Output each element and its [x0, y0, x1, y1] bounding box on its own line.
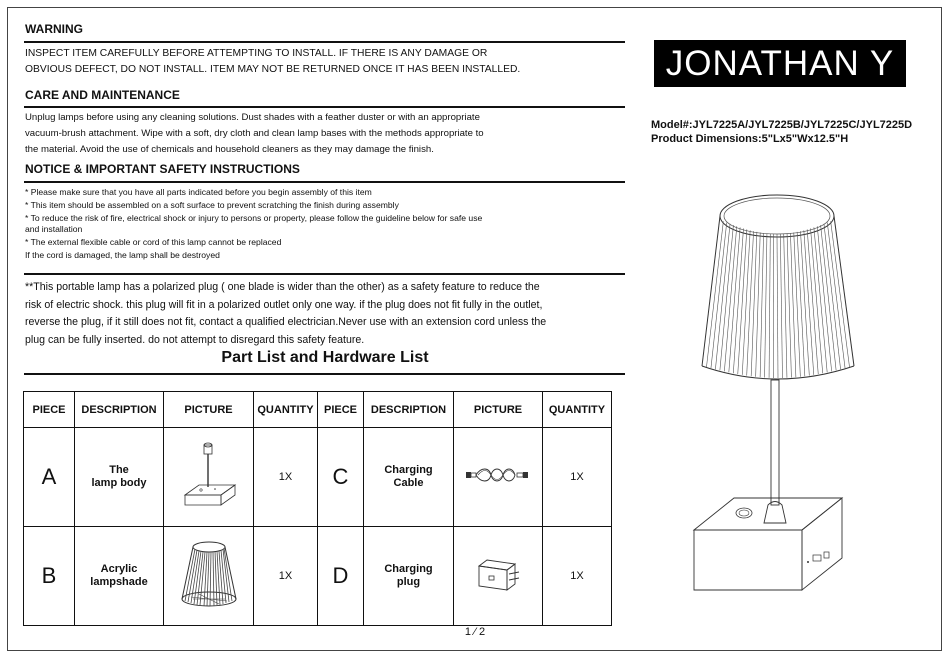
care-line: the material. Avoid the use of chemicals and household cleaners as they may damage the finish. [25, 144, 434, 155]
care-text [25, 110, 484, 158]
col-header: PICTURE [164, 392, 254, 428]
shade-pleat-line [800, 231, 809, 375]
charging-cable-icon [465, 465, 531, 485]
piece-picture [454, 527, 543, 626]
notice-line: * To reduce the risk of fire, electrical shock or injury to persons or property, please follow the guideline below for safe use [25, 213, 483, 223]
description-line: lampshade [90, 576, 148, 588]
notice-text [25, 186, 482, 262]
notice-line: If the cord is damaged, the lamp shall be destroyed [25, 250, 220, 260]
piece-picture [454, 428, 543, 527]
shade-pleat-line [706, 221, 723, 367]
description-line: Cable [393, 477, 424, 489]
lamp-illustration [680, 180, 880, 600]
notice-line: * The external flexible cable or cord of this lamp cannot be replaced [25, 237, 282, 247]
plug-line: plug can be fully inserted. do not attempt to disregard this safety feature. [25, 333, 365, 346]
parts-title-divider [24, 373, 625, 375]
piece-letter: C [318, 428, 364, 527]
piece-quantity: 1X [543, 428, 612, 527]
plug-line: risk of electric shock. this plug will fit in a polarized outlet only one way. if the plug does not fit fully in the outlet, [25, 298, 543, 311]
piece-description [75, 428, 164, 527]
lampshade-icon [179, 539, 239, 609]
warning-divider [24, 41, 625, 43]
description-line: The [109, 464, 129, 476]
description-line: Charging [384, 464, 433, 476]
model-number: Model#:JYL7225A/JYL7225B/JYL7225C/JYL7225D [651, 119, 913, 131]
notice-line: and installation [25, 224, 83, 234]
shade-pleat-line [765, 233, 767, 377]
col-header: PIECE [318, 392, 364, 428]
shade-pleat-line [784, 234, 787, 378]
plug-divider [24, 273, 625, 275]
shade-pleat-line [751, 232, 757, 376]
shade-pleat-line [760, 233, 763, 377]
piece-quantity: 1X [543, 527, 612, 626]
piece-description [364, 428, 454, 527]
plug-notice [25, 279, 546, 349]
care-line: vacuum-brush attachment. Wipe with a soft, dry cloth and clean lamp bases with the methods appropriate to [25, 128, 484, 139]
piece-letter: D [318, 527, 364, 626]
description-line: Acrylic [100, 563, 138, 575]
parts-table [23, 391, 612, 626]
piece-quantity: 1X [254, 527, 318, 626]
page-number: 1 ⁄ 2 [464, 626, 486, 638]
shade-pleat-line [797, 232, 805, 376]
col-header: PIECE [24, 392, 75, 428]
description-line: plug [396, 576, 421, 588]
piece-letter: B [24, 527, 75, 626]
plug-line: **This portable lamp has a polarized plug ( one blade is wider than the other) as a safety feature to reduce the [25, 281, 540, 293]
shade-pleat-line [742, 230, 750, 375]
care-divider [24, 106, 625, 108]
shade-pleat-line [827, 223, 845, 369]
lamp-body-icon [181, 439, 237, 511]
shade-pleat-line [787, 233, 791, 377]
table-row [24, 527, 612, 626]
col-header: QUANTITY [254, 392, 318, 428]
shade-pleat-line [738, 229, 747, 374]
warning-line: OBVIOUS DEFECT, DO NOT INSTALL. ITEM MAY NOT BE RETURNED ONCE IT HAS BEEN INSTALLED. [25, 63, 521, 75]
shade-pleat-line [720, 225, 734, 370]
description-line: lamp body [91, 477, 147, 489]
warning-line: INSPECT ITEM CAREFULLY BEFORE ATTEMPTING TO INSTALL. IF THERE IS ANY DAMAGE OR [25, 48, 488, 59]
notice-heading: NOTICE & IMPORTANT SAFETY INSTRUCTIONS [25, 162, 300, 176]
col-header: QUANTITY [543, 392, 612, 428]
table-header-row [24, 392, 612, 428]
piece-picture [164, 527, 254, 626]
brand-logo: JONATHAN Y [654, 40, 906, 87]
piece-quantity: 1X [254, 428, 318, 527]
piece-description [364, 527, 454, 626]
notice-line: * Please make sure that you have all parts indicated before you begin assembly of this item [25, 187, 372, 197]
shade-pleat-line [711, 223, 727, 369]
shade-pleat-line [777, 234, 778, 378]
care-line: Unplug lamps before using any cleaning solutions. Dust shades with a feather duster or with an appropriate [25, 112, 480, 123]
product-dimensions: Product Dimensions:5"Lx5"Wx12.5"H [651, 133, 849, 145]
col-header: PICTURE [454, 392, 543, 428]
parts-title: Part List and Hardware List [221, 349, 429, 366]
warning-heading: WARNING [25, 22, 83, 36]
care-heading: CARE AND MAINTENANCE [25, 88, 180, 102]
notice-line: * This item should be assembled on a soft surface to prevent scratching the finish during assembly [25, 200, 399, 210]
shade-pleat-line [747, 231, 754, 375]
shade-pleat-line [817, 226, 831, 371]
shade-pleat-line [780, 234, 782, 378]
piece-letter: A [24, 428, 75, 527]
table-row [24, 428, 612, 527]
piece-description [75, 527, 164, 626]
shade-pleat-line [769, 234, 770, 378]
plug-line: reverse the plug, if it still does not fit, contact a qualified electrician.Never use with an extension cord unless the [25, 316, 547, 328]
col-header: DESCRIPTION [364, 392, 454, 428]
shade-pleat-line [756, 233, 761, 377]
charging-plug-icon [475, 554, 521, 594]
product-info [651, 118, 912, 146]
col-header: DESCRIPTION [75, 392, 164, 428]
piece-picture [164, 428, 254, 527]
notice-divider [24, 181, 625, 183]
shade-pleat-line [715, 224, 730, 369]
warning-text [25, 46, 520, 77]
description-line: Charging [384, 563, 433, 575]
